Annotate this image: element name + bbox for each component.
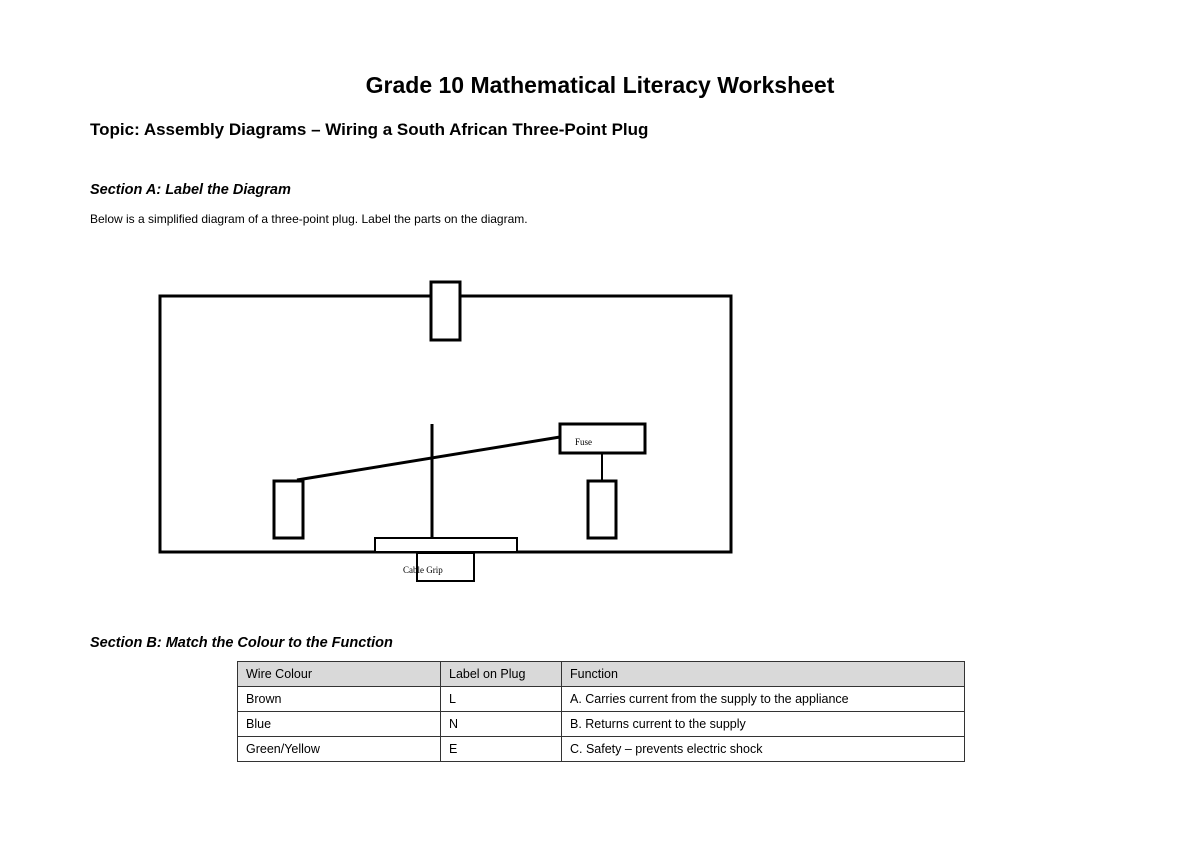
wire-colour-cell: Blue (238, 712, 441, 737)
colour-function-table (237, 661, 965, 762)
neutral-pin (274, 481, 303, 538)
table-row (238, 737, 965, 762)
section-a-instructions: Below is a simplified diagram of a three-point plug. Label the parts on the diagram. (90, 212, 528, 226)
column-header: Label on Plug (441, 662, 562, 687)
column-header: Wire Colour (238, 662, 441, 687)
table-row (238, 712, 965, 737)
cable-grip-label: Cable Grip (403, 565, 443, 575)
plug-label-cell: L (441, 687, 562, 712)
fuse-label: Fuse (575, 437, 593, 447)
worksheet-title: Grade 10 Mathematical Literacy Worksheet (365, 72, 835, 98)
plug-label-cell: N (441, 712, 562, 737)
function-cell: B. Returns current to the supply (562, 712, 965, 737)
earth-pin (431, 282, 460, 340)
table-row (238, 687, 965, 712)
plug-label-cell: E (441, 737, 562, 762)
live-pin (588, 481, 616, 538)
function-cell: C. Safety – prevents electric shock (562, 737, 965, 762)
wire-colour-cell: Green/Yellow (238, 737, 441, 762)
section-a-heading: Section A: Label the Diagram (90, 182, 291, 198)
live-wire (297, 437, 560, 480)
wire-colour-cell: Brown (238, 687, 441, 712)
table-header-row (238, 662, 965, 687)
fuse (560, 424, 645, 453)
section-b-heading: Section B: Match the Colour to the Function (90, 635, 393, 651)
cable-grip-bar (375, 538, 517, 552)
column-header: Function (562, 662, 965, 687)
function-cell: A. Carries current from the supply to the appliance (562, 687, 965, 712)
topic-heading: Topic: Assembly Diagrams – Wiring a South African Three-Point Plug (90, 120, 649, 139)
